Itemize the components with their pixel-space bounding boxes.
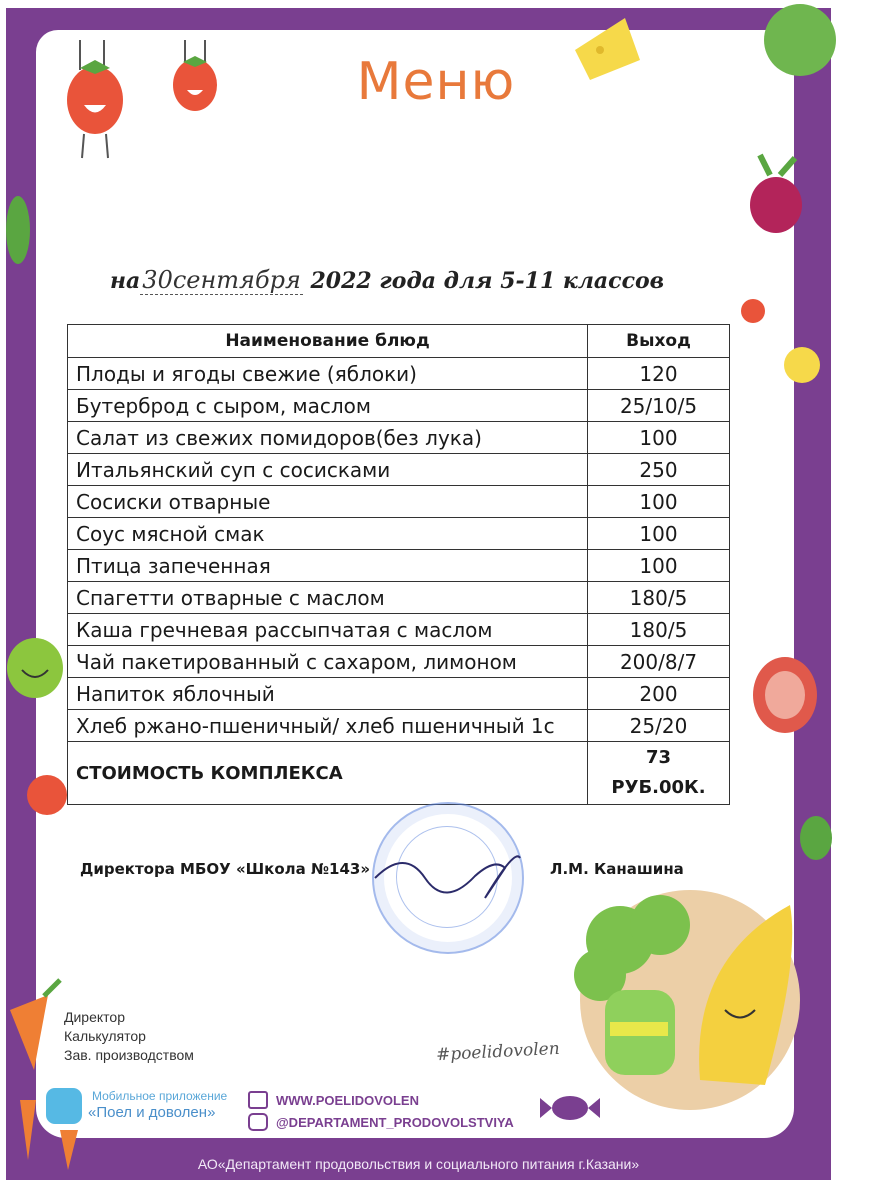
app-caption: Мобильное приложение bbox=[92, 1089, 228, 1103]
table-row bbox=[68, 422, 730, 454]
menu-table bbox=[67, 324, 730, 805]
menu-subtitle bbox=[110, 266, 664, 295]
table-row bbox=[68, 614, 730, 646]
app-name: «Поел и доволен» bbox=[88, 1104, 216, 1121]
globe-icon bbox=[248, 1091, 268, 1109]
dish-output: 100 bbox=[588, 518, 730, 550]
app-thumbs-up-icon bbox=[46, 1088, 82, 1124]
total-label: СТОИМОСТЬ КОМПЛЕКСА bbox=[68, 742, 588, 805]
total-value-currency: РУБ.00К. bbox=[611, 777, 706, 798]
website-link: WWW.POELIDOVOLEN bbox=[248, 1090, 514, 1110]
table-row bbox=[68, 486, 730, 518]
column-header-dish: Наименование блюд bbox=[68, 325, 588, 358]
mobile-app-badge bbox=[46, 1088, 236, 1126]
dish-output: 100 bbox=[588, 422, 730, 454]
dish-name: Хлеб ржано-пшеничный/ хлеб пшеничный 1с bbox=[68, 710, 588, 742]
social-links bbox=[248, 1090, 514, 1134]
dish-output: 100 bbox=[588, 486, 730, 518]
director-label: Директора МБОУ «Школа №143» bbox=[80, 860, 371, 878]
dish-output: 120 bbox=[588, 358, 730, 390]
subtitle-rest: 2022 года для 5-11 классов bbox=[302, 268, 665, 294]
dish-name: Сосиски отварные bbox=[68, 486, 588, 518]
dish-name: Соус мясной смак bbox=[68, 518, 588, 550]
staff-item: Директор bbox=[64, 1009, 125, 1025]
dish-output: 180/5 bbox=[588, 582, 730, 614]
dish-name: Напиток яблочный bbox=[68, 678, 588, 710]
handwritten-signature bbox=[365, 838, 525, 908]
table-row bbox=[68, 390, 730, 422]
dish-name: Птица запеченная bbox=[68, 550, 588, 582]
table-header-row bbox=[68, 325, 730, 358]
table-row bbox=[68, 358, 730, 390]
dish-name: Салат из свежих помидоров(без лука) bbox=[68, 422, 588, 454]
table-row bbox=[68, 710, 730, 742]
handwritten-date: 30сентября bbox=[142, 266, 301, 294]
dish-name: Плоды и ягоды свежие (яблоки) bbox=[68, 358, 588, 390]
hashtag: #poelidovolen bbox=[435, 1038, 561, 1066]
table-row bbox=[68, 678, 730, 710]
dish-output: 100 bbox=[588, 550, 730, 582]
page-title: Меню bbox=[356, 52, 516, 112]
dish-output: 200 bbox=[588, 678, 730, 710]
table-row bbox=[68, 582, 730, 614]
column-header-output: Выход bbox=[588, 325, 730, 358]
dish-name: Каша гречневая рассыпчатая с маслом bbox=[68, 614, 588, 646]
dish-name: Спагетти отварные с маслом bbox=[68, 582, 588, 614]
footer-organization: АО«Департамент продовольствия и социального питания г.Казани» bbox=[197, 1156, 640, 1172]
table-row bbox=[68, 518, 730, 550]
staff-item: Зав. производством bbox=[64, 1047, 194, 1063]
director-name: Л.М. Канашина bbox=[550, 860, 684, 878]
dish-name: Чай пакетированный с сахаром, лимоном bbox=[68, 646, 588, 678]
total-value bbox=[588, 742, 730, 805]
table-row bbox=[68, 550, 730, 582]
total-value-amount: 73 bbox=[645, 747, 672, 768]
dish-output: 250 bbox=[588, 454, 730, 486]
dish-output: 180/5 bbox=[588, 614, 730, 646]
menu-table-body bbox=[68, 358, 730, 742]
instagram-link: @DEPARTAMENT_PRODOVOLSTVIYA bbox=[248, 1112, 514, 1132]
staff-item: Калькулятор bbox=[64, 1028, 146, 1044]
dish-output: 25/20 bbox=[588, 710, 730, 742]
dish-name: Бутерброд с сыром, маслом bbox=[68, 390, 588, 422]
dish-output: 25/10/5 bbox=[588, 390, 730, 422]
total-row bbox=[68, 742, 730, 805]
table-row bbox=[68, 454, 730, 486]
subtitle-prefix: на bbox=[110, 268, 141, 294]
dish-name: Итальянский суп с сосисками bbox=[68, 454, 588, 486]
dish-output: 200/8/7 bbox=[588, 646, 730, 678]
instagram-icon bbox=[248, 1113, 268, 1131]
staff-list bbox=[64, 1008, 194, 1065]
table-row bbox=[68, 646, 730, 678]
